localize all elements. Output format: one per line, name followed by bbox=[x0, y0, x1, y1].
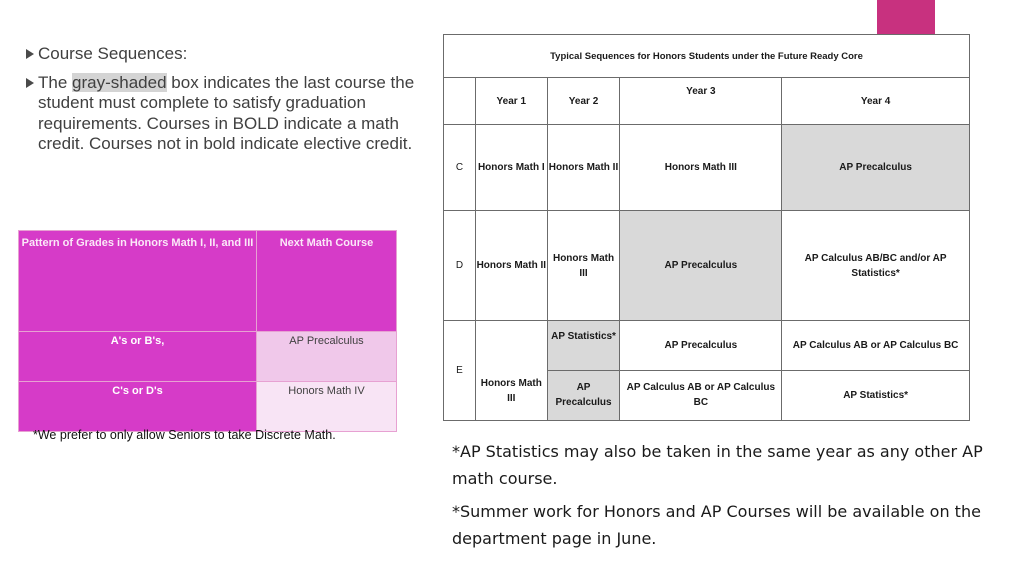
row-label-d: D bbox=[444, 211, 476, 320]
description-text bbox=[38, 73, 426, 155]
course-cell-shaded: AP Precalculus bbox=[620, 211, 782, 320]
course-sequences-label: Course Sequences: bbox=[38, 44, 188, 63]
course-cell: Honors Math II bbox=[547, 125, 620, 211]
table-row bbox=[19, 332, 397, 382]
course-cell: Honors Math III bbox=[547, 211, 620, 320]
sequence-table-title: Typical Sequences for Honors Students under the Future Ready Core bbox=[444, 35, 970, 78]
sequence-row-d bbox=[444, 211, 970, 320]
row-label-e: E bbox=[444, 320, 476, 420]
course-cell: AP Calculus AB or AP Calculus BC bbox=[782, 320, 970, 370]
intro-bullets bbox=[26, 44, 426, 163]
corner-cell bbox=[444, 78, 476, 125]
sequence-row-e-a bbox=[444, 320, 970, 370]
course-cell: Honors Math II bbox=[476, 211, 548, 320]
course-cell: Honors Math III bbox=[620, 125, 782, 211]
header-next-math-course: Next Math Course bbox=[257, 231, 397, 332]
year-2-header: Year 2 bbox=[547, 78, 620, 125]
description-prefix: The bbox=[38, 72, 68, 92]
ap-statistics-note: *AP Statistics may also be taken in the same year as any other AP math course. bbox=[452, 442, 983, 488]
row-label-c: C bbox=[444, 125, 476, 211]
summer-work-note: *Summer work for Honors and AP Courses will be available on the department page in June. bbox=[452, 502, 981, 548]
grades-cell: A's or B's, bbox=[19, 332, 257, 382]
grade-pattern-table bbox=[18, 230, 397, 432]
year-4-header: Year 4 bbox=[782, 78, 970, 125]
discrete-math-footnote: *We prefer to only allow Seniors to take Discrete Math. bbox=[33, 428, 336, 442]
course-cell-shaded: AP Precalculus bbox=[782, 125, 970, 211]
grades-cell: C's or D's bbox=[19, 382, 257, 432]
course-cell: AP Precalculus bbox=[620, 320, 782, 370]
bullet-arrow-icon bbox=[26, 78, 34, 88]
year-3-header: Year 3 bbox=[620, 78, 782, 125]
year-1-header: Year 1 bbox=[476, 78, 548, 125]
bullet-description bbox=[26, 73, 426, 155]
header-pattern-of-grades: Pattern of Grades in Honors Math I, II, and III bbox=[19, 231, 257, 332]
course-cell: AP Calculus AB or AP Calculus BC bbox=[620, 370, 782, 420]
sequence-row-c bbox=[444, 125, 970, 211]
course-cell: AP Calculus AB/BC and/or AP Statistics* bbox=[782, 211, 970, 320]
gray-shaded-highlight: gray-shaded bbox=[72, 72, 167, 92]
course-cell-shaded: AP Precalculus bbox=[547, 370, 620, 420]
honors-sequence-table bbox=[443, 34, 970, 421]
course-cell-shaded: AP Statistics* bbox=[547, 320, 620, 370]
bullet-course-sequences bbox=[26, 44, 426, 65]
description-rest: box indicates the last course the student must complete to satisfy graduation requirements. Courses in BOLD indicate a math credit. Courses not in bold indicate elective credit. bbox=[38, 72, 415, 153]
table-row bbox=[19, 382, 397, 432]
notes bbox=[452, 438, 1017, 558]
course-cell: AP Statistics* bbox=[782, 370, 970, 420]
course-cell: Honors Math I bbox=[476, 125, 548, 211]
bullet-arrow-icon bbox=[26, 49, 34, 59]
course-cell: Honors Math III bbox=[476, 320, 548, 420]
accent-bar bbox=[877, 0, 935, 34]
next-course-cell: AP Precalculus bbox=[257, 332, 397, 382]
next-course-cell: Honors Math IV bbox=[257, 382, 397, 432]
